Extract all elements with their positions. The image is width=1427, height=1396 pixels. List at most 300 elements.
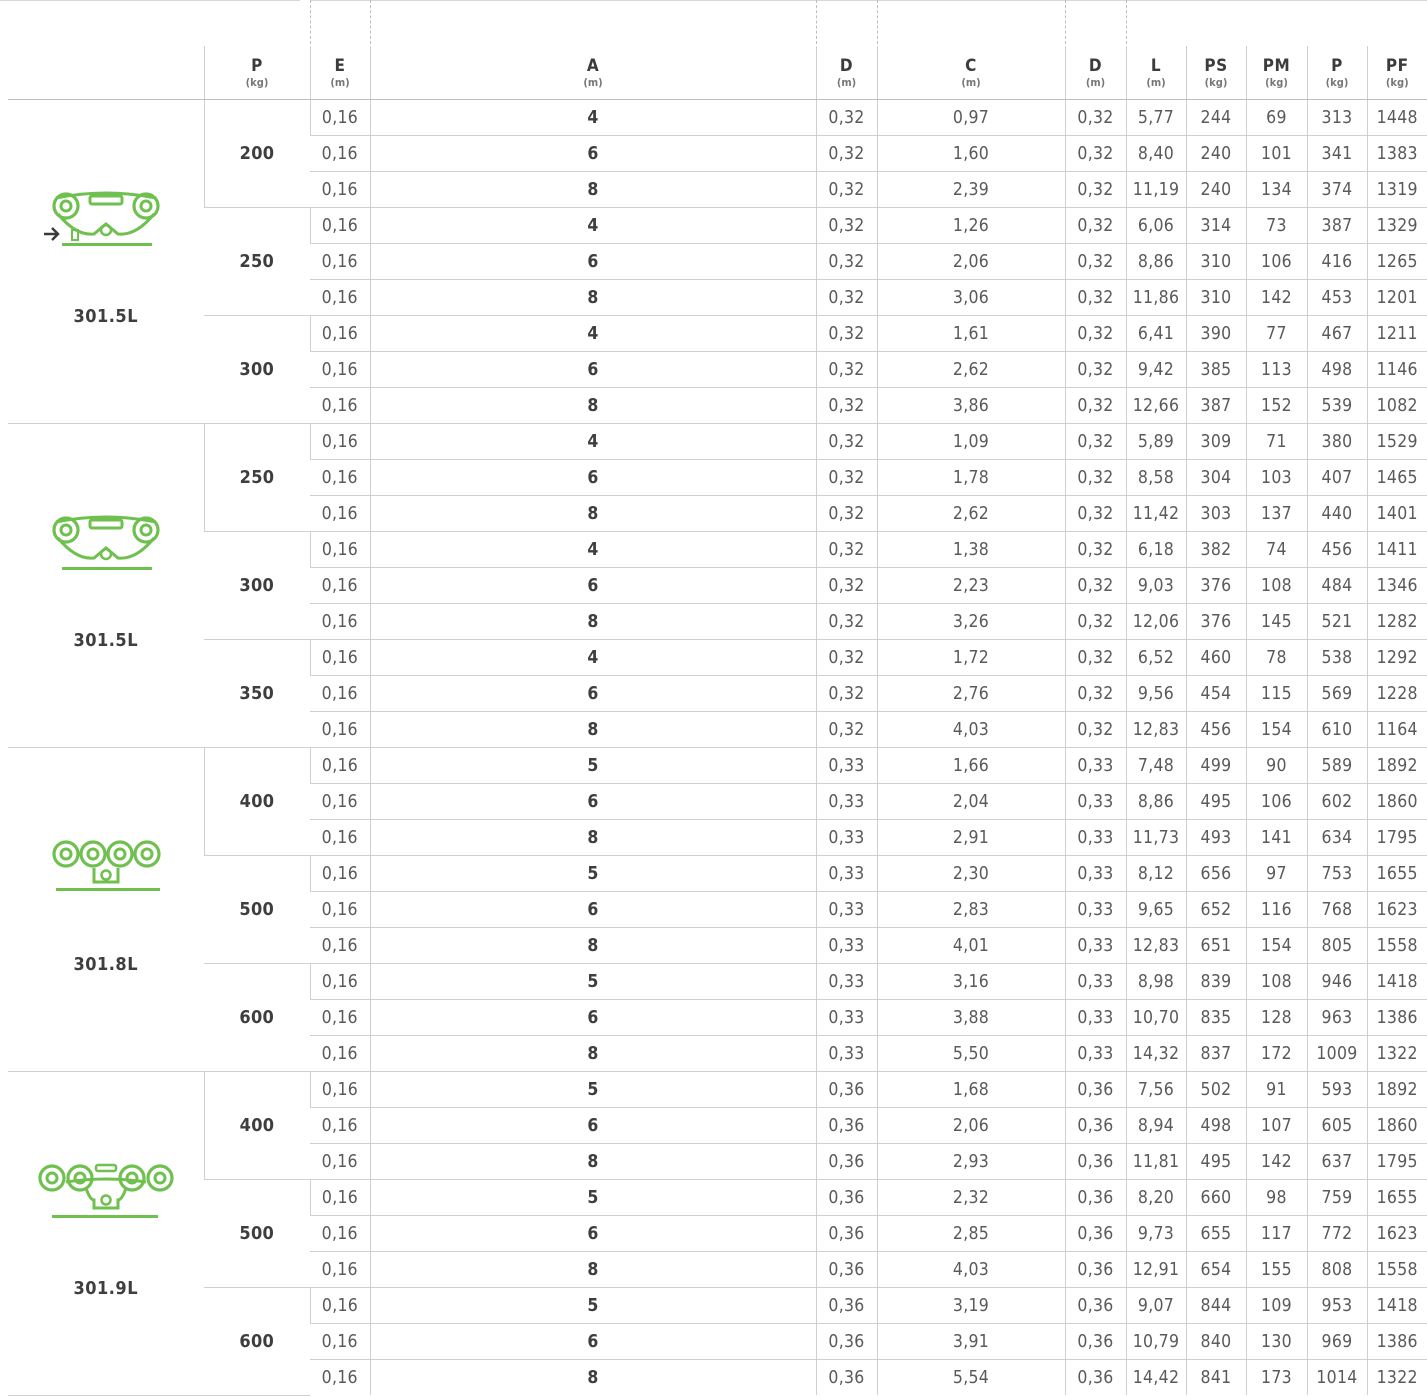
table-cell: 11,42 xyxy=(1126,496,1186,532)
table-cell: 0,16 xyxy=(310,1000,370,1036)
column-header-label: C xyxy=(878,57,1065,75)
load-cell: 400 xyxy=(204,748,310,856)
table-cell: 772 xyxy=(1307,1216,1367,1252)
table-row xyxy=(8,208,1427,244)
table-cell: 538 xyxy=(1307,640,1367,676)
table-cell: 1319 xyxy=(1367,172,1427,208)
table-cell: 0,36 xyxy=(816,1144,877,1180)
table-cell: 0,36 xyxy=(1065,1324,1126,1360)
table-cell: 569 xyxy=(1307,676,1367,712)
table-cell: 654 xyxy=(1186,1252,1246,1288)
table-cell: 304 xyxy=(1186,460,1246,496)
table-cell: 953 xyxy=(1307,1288,1367,1324)
table-cell: 0,32 xyxy=(1065,604,1126,640)
table-cell: 454 xyxy=(1186,676,1246,712)
table-cell: 0,32 xyxy=(816,208,877,244)
table-cell: 946 xyxy=(1307,964,1367,1000)
table-cell: 8 xyxy=(370,928,816,964)
table-cell: 6 xyxy=(370,244,816,280)
table-cell: 1014 xyxy=(1307,1360,1367,1396)
header-row xyxy=(8,46,1427,100)
table-cell: 1164 xyxy=(1367,712,1427,748)
table-cell: 1386 xyxy=(1367,1000,1427,1036)
table-cell: 109 xyxy=(1246,1288,1307,1324)
product-cell xyxy=(8,100,204,424)
table-cell: 6 xyxy=(370,352,816,388)
table-cell: 1265 xyxy=(1367,244,1427,280)
table-cell: 1,66 xyxy=(877,748,1065,784)
table-cell: 4 xyxy=(370,208,816,244)
table-cell: 5,54 xyxy=(877,1360,1065,1396)
column-header xyxy=(204,46,310,100)
table-cell: 1383 xyxy=(1367,136,1427,172)
column-header-label: D xyxy=(817,57,877,75)
product-header xyxy=(8,46,204,100)
column-header-label: PS xyxy=(1187,57,1246,75)
column-header xyxy=(1246,46,1307,100)
table-cell: 240 xyxy=(1186,136,1246,172)
table-cell: 0,32 xyxy=(1065,316,1126,352)
top-rule xyxy=(311,0,1427,1)
table-cell: 1795 xyxy=(1367,820,1427,856)
table-cell: 1146 xyxy=(1367,352,1427,388)
table-cell: 0,32 xyxy=(816,172,877,208)
column-header-unit: (m) xyxy=(1127,76,1186,89)
table-cell: 0,16 xyxy=(310,748,370,784)
table-cell: 0,36 xyxy=(816,1108,877,1144)
table-cell: 0,32 xyxy=(816,244,877,280)
table-cell: 460 xyxy=(1186,640,1246,676)
table-cell: 4 xyxy=(370,532,816,568)
column-header xyxy=(370,46,816,100)
column-header-unit: (kg) xyxy=(205,76,310,89)
column-header-unit: (m) xyxy=(371,76,816,89)
table-cell: 113 xyxy=(1246,352,1307,388)
table-cell: 495 xyxy=(1186,1144,1246,1180)
table-cell: 841 xyxy=(1186,1360,1246,1396)
table-cell: 1795 xyxy=(1367,1144,1427,1180)
table-cell: 602 xyxy=(1307,784,1367,820)
table-cell: 0,32 xyxy=(816,640,877,676)
spec-table xyxy=(8,46,1427,1396)
table-cell: 5 xyxy=(370,856,816,892)
table-cell: 0,32 xyxy=(1065,640,1126,676)
table-cell: 8 xyxy=(370,1360,816,1396)
load-cell: 200 xyxy=(204,100,310,208)
table-cell: 8,12 xyxy=(1126,856,1186,892)
table-cell: 0,32 xyxy=(1065,676,1126,712)
table-cell: 0,32 xyxy=(1065,100,1126,136)
table-cell: 0,16 xyxy=(310,856,370,892)
table-cell: 0,33 xyxy=(1065,1036,1126,1072)
table-cell: 10,70 xyxy=(1126,1000,1186,1036)
table-cell: 1346 xyxy=(1367,568,1427,604)
table-cell: 130 xyxy=(1246,1324,1307,1360)
table-cell: 0,16 xyxy=(310,1216,370,1252)
dashed-divider xyxy=(1126,0,1127,44)
table-cell: 390 xyxy=(1186,316,1246,352)
load-cell: 600 xyxy=(204,1288,310,1396)
product-code: 301.5L xyxy=(8,630,204,651)
table-cell: 0,16 xyxy=(310,676,370,712)
table-cell: 1386 xyxy=(1367,1324,1427,1360)
table-cell: 416 xyxy=(1307,244,1367,280)
roller-trolley-8-wheel-icon xyxy=(8,838,204,910)
column-header-label: P xyxy=(1308,57,1367,75)
load-cell: 600 xyxy=(204,964,310,1072)
table-cell: 2,06 xyxy=(877,1108,1065,1144)
table-cell: 1201 xyxy=(1367,280,1427,316)
table-cell: 521 xyxy=(1307,604,1367,640)
table-cell: 1465 xyxy=(1367,460,1427,496)
table-cell: 0,32 xyxy=(816,280,877,316)
table-cell: 593 xyxy=(1307,1072,1367,1108)
column-header-label: PM xyxy=(1247,57,1307,75)
table-row xyxy=(8,1180,1427,1216)
table-cell: 0,33 xyxy=(816,784,877,820)
table-cell: 0,16 xyxy=(310,100,370,136)
table-cell: 142 xyxy=(1246,280,1307,316)
table-cell: 0,32 xyxy=(1065,244,1126,280)
table-cell: 1558 xyxy=(1367,1252,1427,1288)
table-cell: 11,81 xyxy=(1126,1144,1186,1180)
table-cell: 498 xyxy=(1186,1108,1246,1144)
table-cell: 71 xyxy=(1246,424,1307,460)
table-cell: 0,36 xyxy=(816,1324,877,1360)
table-cell: 74 xyxy=(1246,532,1307,568)
table-cell: 1558 xyxy=(1367,928,1427,964)
table-cell: 10,79 xyxy=(1126,1324,1186,1360)
table-cell: 0,16 xyxy=(310,712,370,748)
table-cell: 376 xyxy=(1186,604,1246,640)
table-cell: 0,16 xyxy=(310,388,370,424)
table-row xyxy=(8,1288,1427,1324)
table-cell: 839 xyxy=(1186,964,1246,1000)
table-cell: 6,18 xyxy=(1126,532,1186,568)
table-cell: 456 xyxy=(1186,712,1246,748)
product-cell xyxy=(8,1072,204,1396)
table-cell: 8 xyxy=(370,172,816,208)
table-cell: 1411 xyxy=(1367,532,1427,568)
table-cell: 5,50 xyxy=(877,1036,1065,1072)
table-cell: 98 xyxy=(1246,1180,1307,1216)
table-cell: 8,98 xyxy=(1126,964,1186,1000)
table-row xyxy=(8,640,1427,676)
table-cell: 0,33 xyxy=(1065,892,1126,928)
table-cell: 453 xyxy=(1307,280,1367,316)
table-cell: 1,78 xyxy=(877,460,1065,496)
table-cell: 387 xyxy=(1307,208,1367,244)
table-cell: 0,36 xyxy=(1065,1180,1126,1216)
column-header-unit: (m) xyxy=(878,76,1065,89)
table-cell: 753 xyxy=(1307,856,1367,892)
table-cell: 12,66 xyxy=(1126,388,1186,424)
table-cell: 0,16 xyxy=(310,964,370,1000)
table-cell: 8 xyxy=(370,820,816,856)
table-cell: 0,33 xyxy=(1065,748,1126,784)
table-cell: 5,77 xyxy=(1126,100,1186,136)
table-cell: 6 xyxy=(370,1216,816,1252)
table-cell: 768 xyxy=(1307,892,1367,928)
table-cell: 1860 xyxy=(1367,784,1427,820)
table-cell: 6,41 xyxy=(1126,316,1186,352)
table-cell: 103 xyxy=(1246,460,1307,496)
table-cell: 12,06 xyxy=(1126,604,1186,640)
table-cell: 837 xyxy=(1186,1036,1246,1072)
table-cell: 1,61 xyxy=(877,316,1065,352)
table-cell: 6,06 xyxy=(1126,208,1186,244)
table-cell: 0,16 xyxy=(310,1288,370,1324)
table-cell: 108 xyxy=(1246,964,1307,1000)
table-cell: 6 xyxy=(370,460,816,496)
table-cell: 134 xyxy=(1246,172,1307,208)
table-cell: 0,33 xyxy=(816,928,877,964)
table-cell: 374 xyxy=(1307,172,1367,208)
table-cell: 0,32 xyxy=(816,712,877,748)
table-cell: 6 xyxy=(370,1108,816,1144)
table-cell: 0,32 xyxy=(1065,172,1126,208)
table-cell: 5 xyxy=(370,1288,816,1324)
table-cell: 0,36 xyxy=(1065,1360,1126,1396)
table-cell: 8 xyxy=(370,604,816,640)
table-cell: 0,32 xyxy=(1065,208,1126,244)
table-cell: 382 xyxy=(1186,532,1246,568)
table-cell: 11,19 xyxy=(1126,172,1186,208)
table-cell: 0,32 xyxy=(1065,532,1126,568)
table-cell: 1418 xyxy=(1367,1288,1427,1324)
table-cell: 310 xyxy=(1186,280,1246,316)
table-cell: 73 xyxy=(1246,208,1307,244)
table-cell: 655 xyxy=(1186,1216,1246,1252)
column-header-unit: (m) xyxy=(311,76,370,89)
table-cell: 1,60 xyxy=(877,136,1065,172)
table-cell: 1082 xyxy=(1367,388,1427,424)
table-cell: 116 xyxy=(1246,892,1307,928)
column-header-label: D xyxy=(1066,57,1126,75)
table-cell: 440 xyxy=(1307,496,1367,532)
table-cell: 0,16 xyxy=(310,1072,370,1108)
table-cell: 2,32 xyxy=(877,1180,1065,1216)
table-cell: 69 xyxy=(1246,100,1307,136)
table-cell: 969 xyxy=(1307,1324,1367,1360)
table-cell: 1322 xyxy=(1367,1360,1427,1396)
table-cell: 0,16 xyxy=(310,424,370,460)
table-cell: 2,76 xyxy=(877,676,1065,712)
table-cell: 5 xyxy=(370,964,816,1000)
table-cell: 0,16 xyxy=(310,532,370,568)
table-cell: 2,85 xyxy=(877,1216,1065,1252)
table-cell: 1,09 xyxy=(877,424,1065,460)
table-cell: 0,33 xyxy=(1065,964,1126,1000)
table-cell: 142 xyxy=(1246,1144,1307,1180)
table-cell: 1401 xyxy=(1367,496,1427,532)
product-code: 301.9L xyxy=(8,1278,204,1299)
table-cell: 0,36 xyxy=(816,1288,877,1324)
table-cell: 4,03 xyxy=(877,712,1065,748)
table-cell: 6 xyxy=(370,136,816,172)
table-cell: 9,03 xyxy=(1126,568,1186,604)
table-cell: 8 xyxy=(370,280,816,316)
table-row xyxy=(8,856,1427,892)
table-cell: 4 xyxy=(370,640,816,676)
table-cell: 8 xyxy=(370,1036,816,1072)
table-cell: 1448 xyxy=(1367,100,1427,136)
table-cell: 145 xyxy=(1246,604,1307,640)
table-cell: 3,91 xyxy=(877,1324,1065,1360)
table-cell: 808 xyxy=(1307,1252,1367,1288)
table-cell: 9,56 xyxy=(1126,676,1186,712)
table-cell: 5 xyxy=(370,748,816,784)
table-cell: 1892 xyxy=(1367,748,1427,784)
table-cell: 0,36 xyxy=(1065,1288,1126,1324)
table-cell: 0,16 xyxy=(310,460,370,496)
table-cell: 78 xyxy=(1246,640,1307,676)
table-cell: 0,16 xyxy=(310,280,370,316)
table-cell: 152 xyxy=(1246,388,1307,424)
table-cell: 0,16 xyxy=(310,604,370,640)
top-rule xyxy=(0,0,300,1)
table-cell: 0,16 xyxy=(310,640,370,676)
table-cell: 0,32 xyxy=(1065,136,1126,172)
table-cell: 6 xyxy=(370,676,816,712)
table-row xyxy=(8,964,1427,1000)
table-cell: 0,33 xyxy=(816,748,877,784)
table-cell: 0,16 xyxy=(310,1360,370,1396)
table-cell: 11,73 xyxy=(1126,820,1186,856)
table-cell: 844 xyxy=(1186,1288,1246,1324)
table-cell: 0,32 xyxy=(1065,568,1126,604)
table-cell: 0,36 xyxy=(816,1072,877,1108)
table-cell: 0,16 xyxy=(310,316,370,352)
table-cell: 106 xyxy=(1246,244,1307,280)
table-cell: 759 xyxy=(1307,1180,1367,1216)
table-cell: 2,62 xyxy=(877,352,1065,388)
column-header-unit: (kg) xyxy=(1187,76,1246,89)
table-cell: 6 xyxy=(370,1000,816,1036)
column-header xyxy=(310,46,370,100)
table-cell: 0,16 xyxy=(310,136,370,172)
load-cell: 500 xyxy=(204,856,310,964)
table-cell: 0,32 xyxy=(816,316,877,352)
dashed-divider xyxy=(877,0,878,44)
column-header xyxy=(1367,46,1427,100)
column-header xyxy=(877,46,1065,100)
table-cell: 637 xyxy=(1307,1144,1367,1180)
table-cell: 2,30 xyxy=(877,856,1065,892)
table-cell: 0,33 xyxy=(816,892,877,928)
table-cell: 0,36 xyxy=(1065,1108,1126,1144)
table-cell: 3,16 xyxy=(877,964,1065,1000)
table-cell: 1,68 xyxy=(877,1072,1065,1108)
table-cell: 8 xyxy=(370,496,816,532)
table-cell: 0,16 xyxy=(310,208,370,244)
table-cell: 9,42 xyxy=(1126,352,1186,388)
table-cell: 805 xyxy=(1307,928,1367,964)
table-cell: 963 xyxy=(1307,1000,1367,1036)
table-cell: 0,33 xyxy=(1065,856,1126,892)
table-cell: 634 xyxy=(1307,820,1367,856)
table-cell: 0,36 xyxy=(1065,1252,1126,1288)
table-cell: 1655 xyxy=(1367,1180,1427,1216)
table-cell: 97 xyxy=(1246,856,1307,892)
table-cell: 115 xyxy=(1246,676,1307,712)
table-cell: 0,36 xyxy=(816,1216,877,1252)
table-cell: 1,26 xyxy=(877,208,1065,244)
table-row xyxy=(8,316,1427,352)
table-cell: 0,32 xyxy=(816,568,877,604)
column-header xyxy=(1126,46,1186,100)
table-cell: 14,42 xyxy=(1126,1360,1186,1396)
load-cell: 250 xyxy=(204,208,310,316)
table-cell: 0,36 xyxy=(816,1360,877,1396)
table-cell: 651 xyxy=(1186,928,1246,964)
product-cell xyxy=(8,748,204,1072)
table-row xyxy=(8,1072,1427,1108)
table-cell: 9,73 xyxy=(1126,1216,1186,1252)
table-cell: 0,16 xyxy=(310,892,370,928)
table-cell: 1009 xyxy=(1307,1036,1367,1072)
table-top-strip xyxy=(0,0,1427,46)
table-cell: 0,32 xyxy=(1065,388,1126,424)
table-cell: 1292 xyxy=(1367,640,1427,676)
table-cell: 6 xyxy=(370,1324,816,1360)
table-cell: 840 xyxy=(1186,1324,1246,1360)
table-cell: 0,32 xyxy=(1065,496,1126,532)
column-header-label: A xyxy=(371,57,816,75)
table-cell: 341 xyxy=(1307,136,1367,172)
table-cell: 0,32 xyxy=(816,136,877,172)
table-cell: 90 xyxy=(1246,748,1307,784)
table-cell: 407 xyxy=(1307,460,1367,496)
table-cell: 0,33 xyxy=(816,856,877,892)
table-cell: 493 xyxy=(1186,820,1246,856)
table-cell: 172 xyxy=(1246,1036,1307,1072)
table-cell: 8,40 xyxy=(1126,136,1186,172)
table-cell: 467 xyxy=(1307,316,1367,352)
table-cell: 1623 xyxy=(1367,1216,1427,1252)
table-cell: 141 xyxy=(1246,820,1307,856)
table-cell: 0,33 xyxy=(1065,820,1126,856)
table-cell: 0,33 xyxy=(1065,1000,1126,1036)
column-header-unit: (kg) xyxy=(1308,76,1367,89)
table-cell: 1228 xyxy=(1367,676,1427,712)
table-cell: 0,32 xyxy=(816,100,877,136)
table-cell: 9,07 xyxy=(1126,1288,1186,1324)
table-cell: 6 xyxy=(370,784,816,820)
table-cell: 0,32 xyxy=(816,388,877,424)
table-cell: 5 xyxy=(370,1180,816,1216)
table-cell: 0,32 xyxy=(816,460,877,496)
table-cell: 498 xyxy=(1307,352,1367,388)
table-cell: 4,03 xyxy=(877,1252,1065,1288)
table-cell: 4 xyxy=(370,424,816,460)
table-cell: 0,16 xyxy=(310,1108,370,1144)
table-cell: 0,16 xyxy=(310,1324,370,1360)
table-cell: 8,94 xyxy=(1126,1108,1186,1144)
table-cell: 0,33 xyxy=(816,964,877,1000)
table-cell: 0,16 xyxy=(310,1144,370,1180)
table-cell: 0,32 xyxy=(816,676,877,712)
table-cell: 539 xyxy=(1307,388,1367,424)
table-cell: 0,33 xyxy=(816,1000,877,1036)
table-cell: 3,86 xyxy=(877,388,1065,424)
table-cell: 7,56 xyxy=(1126,1072,1186,1108)
table-cell: 376 xyxy=(1186,568,1246,604)
table-cell: 8 xyxy=(370,1144,816,1180)
table-cell: 3,19 xyxy=(877,1288,1065,1324)
table-cell: 5 xyxy=(370,1072,816,1108)
table-cell: 2,62 xyxy=(877,496,1065,532)
